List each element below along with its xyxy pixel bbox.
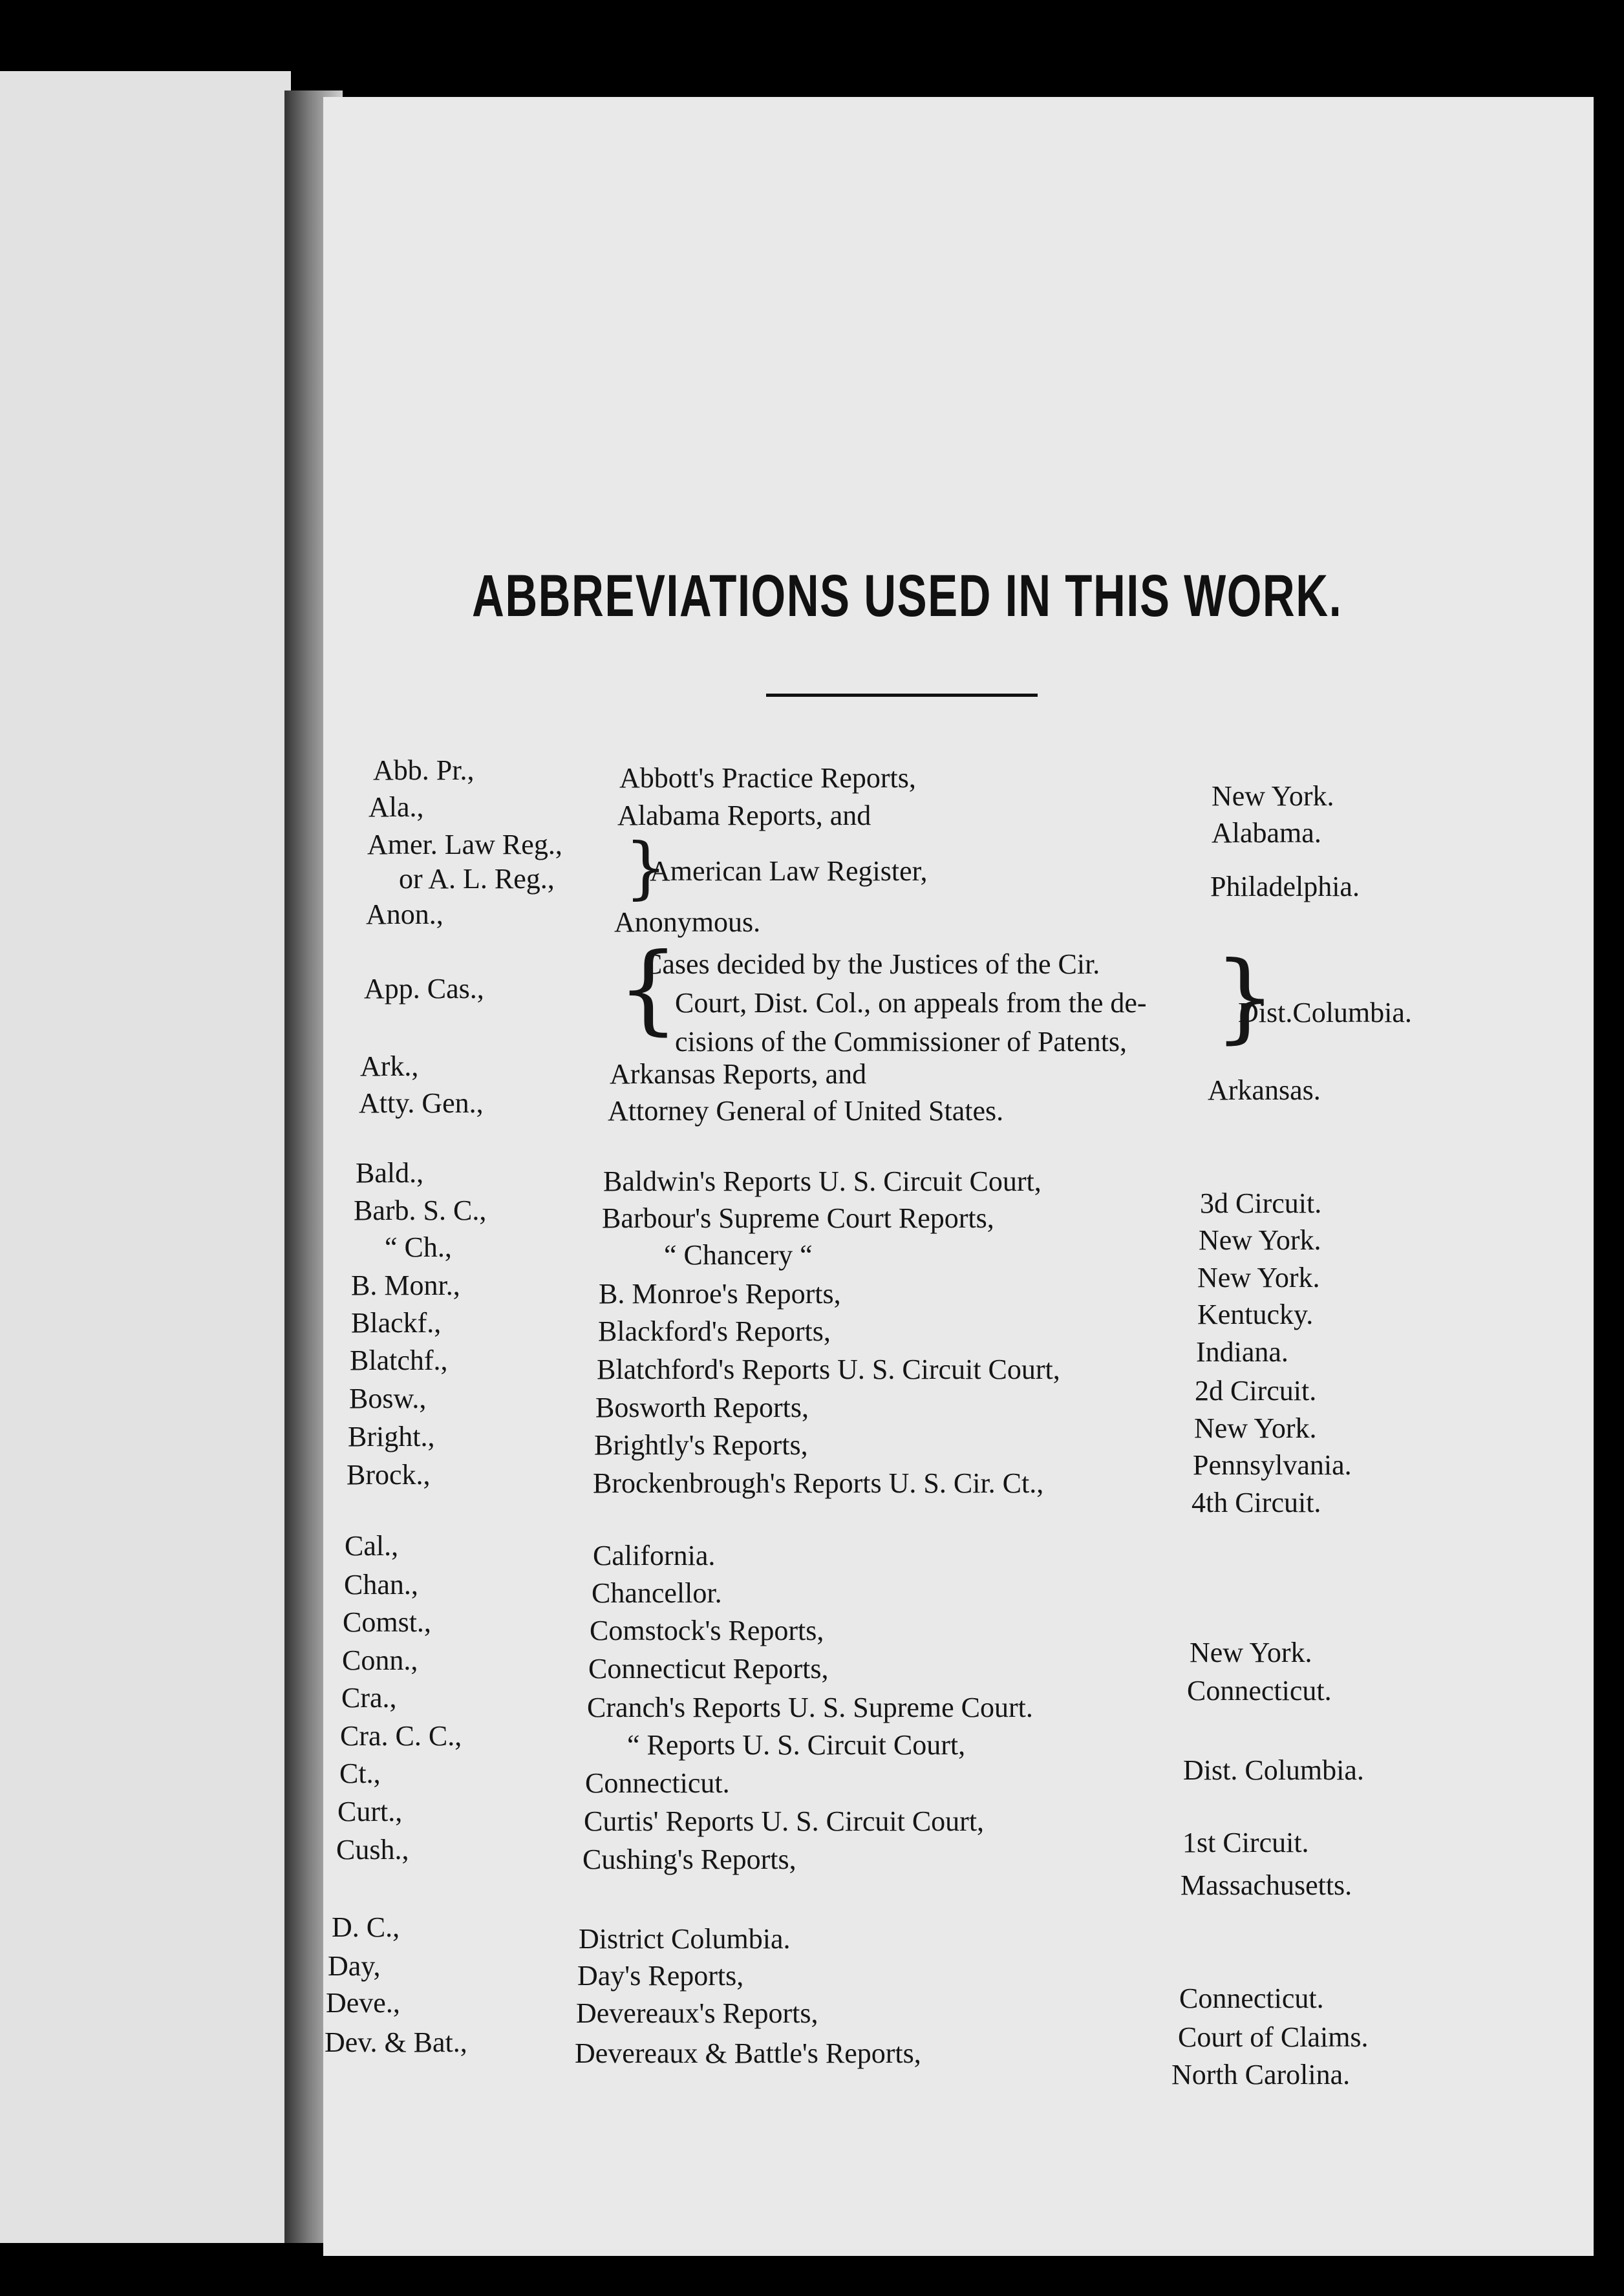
jurisdiction: 4th Circuit. (1191, 1487, 1321, 1518)
report-name: Alabama Reports, and (617, 800, 871, 831)
report-name: Cases decided by the Justices of the Cir. (643, 948, 1100, 980)
abbreviation: Deve., (326, 1987, 400, 2019)
abbreviation-line-2: or A. L. Reg., (399, 863, 555, 895)
abbreviation: Barb. S. C., (354, 1195, 487, 1226)
abbreviation: Cal., (345, 1530, 399, 1562)
jurisdiction: Massachusetts. (1181, 1869, 1352, 1901)
jurisdiction: Dist. Columbia. (1183, 1754, 1364, 1786)
jurisdiction: Arkansas. (1208, 1074, 1321, 1106)
report-name: Devereaux's Reports, (576, 1997, 818, 2029)
abbreviation: Conn., (342, 1644, 418, 1676)
jurisdiction: Kentucky. (1197, 1299, 1314, 1330)
jurisdiction: New York. (1197, 1262, 1320, 1293)
brace-right: } (1214, 941, 1276, 1054)
abbreviation: Day, (328, 1950, 381, 1982)
report-name: Attorney General of United States. (608, 1095, 1004, 1127)
report-name: Barbour's Supreme Court Reports, (602, 1202, 994, 1234)
report-name: Blackford's Reports, (598, 1315, 831, 1347)
jurisdiction: New York. (1199, 1224, 1321, 1256)
jurisdiction: New York. (1194, 1412, 1317, 1444)
jurisdiction: Connecticut. (1187, 1675, 1332, 1706)
report-name: Connecticut Reports, (588, 1653, 829, 1685)
abbreviation: Cra. C. C., (340, 1720, 462, 1752)
abbreviation: Comst., (343, 1606, 431, 1638)
jurisdiction: 1st Circuit. (1182, 1827, 1309, 1858)
report-name: California. (593, 1540, 716, 1571)
report-name: “ Reports U. S. Circuit Court, (627, 1729, 966, 1761)
abbreviation: App. Cas., (364, 973, 484, 1004)
jurisdiction: Connecticut. (1179, 1982, 1324, 2014)
abbreviation: Atty. Gen., (359, 1087, 484, 1119)
report-name: Cranch's Reports U. S. Supreme Court. (587, 1692, 1033, 1723)
abbreviation: Dev. & Bat., (325, 2026, 467, 2058)
jurisdiction: New York. (1190, 1637, 1312, 1668)
report-name: Chancellor. (592, 1577, 722, 1609)
report-name: Bosworth Reports, (595, 1392, 809, 1423)
report-name: Day's Reports, (577, 1960, 744, 1992)
report-name: Comstock's Reports, (590, 1615, 824, 1646)
abbreviation: Bosw., (349, 1383, 427, 1414)
jurisdiction: New York. (1212, 780, 1334, 812)
abbreviation: Cra., (341, 1682, 397, 1714)
report-name: B. Monroe's Reports, (599, 1278, 841, 1310)
page-title: ABBREVIATIONS USED IN THIS WORK. (472, 563, 1343, 629)
jurisdiction: Dist.Columbia. (1238, 997, 1412, 1028)
jurisdiction: North Carolina. (1171, 2059, 1351, 2090)
brace-left: { (617, 933, 679, 1045)
abbreviation: Bald., (356, 1157, 424, 1189)
abbreviation: Anon., (366, 898, 443, 930)
abbreviation: Ala., (369, 791, 424, 823)
report-name-line-2: Court, Dist. Col., on appeals from the de- (675, 987, 1147, 1019)
jurisdiction: 3d Circuit. (1200, 1187, 1322, 1219)
abbreviation: Blatchf., (350, 1345, 448, 1376)
abbreviation: Blackf., (351, 1307, 442, 1339)
abbreviation: Ct., (339, 1758, 381, 1789)
report-name: Abbott's Practice Reports, (619, 762, 916, 794)
abbreviation: Abb. Pr., (373, 754, 475, 786)
abbreviation: Chan., (344, 1569, 418, 1600)
report-name-line-3: cisions of the Commissioner of Patents, (675, 1026, 1127, 1058)
report-name: American Law Register, (650, 855, 928, 887)
abbreviation: Amer. Law Reg., (367, 829, 562, 860)
report-name: Anonymous. (614, 906, 761, 938)
jurisdiction: 2d Circuit. (1195, 1375, 1317, 1407)
report-name: “ Chancery “ (664, 1239, 813, 1271)
jurisdiction: Court of Claims. (1178, 2021, 1369, 2053)
report-name: Connecticut. (585, 1767, 730, 1799)
jurisdiction: Alabama. (1212, 817, 1321, 849)
report-name: Blatchford's Reports U. S. Circuit Court, (597, 1354, 1060, 1385)
abbreviation: Ark., (360, 1050, 419, 1082)
jurisdiction: Philadelphia. (1210, 871, 1360, 902)
jurisdiction: Pennsylvania. (1193, 1449, 1352, 1481)
abbreviation: Brock., (347, 1459, 431, 1491)
report-name: Devereaux & Battle's Reports, (575, 2037, 921, 2069)
report-name: Curtis' Reports U. S. Circuit Court, (584, 1805, 985, 1837)
jurisdiction: Indiana. (1196, 1336, 1288, 1368)
report-name: Brightly's Reports, (594, 1429, 808, 1461)
abbreviation: Cush., (336, 1834, 409, 1865)
report-name: Brockenbrough's Reports U. S. Cir. Ct., (593, 1467, 1044, 1499)
abbreviation: Curt., (337, 1796, 403, 1827)
abbreviation: Bright., (348, 1421, 435, 1452)
abbreviation: “ Ch., (385, 1231, 452, 1263)
abbreviation: D. C., (332, 1911, 400, 1943)
abbreviation: B. Monr., (351, 1270, 460, 1301)
report-name: Baldwin's Reports U. S. Circuit Court, (603, 1165, 1042, 1197)
report-name: Cushing's Reports, (582, 1844, 796, 1875)
report-name: Arkansas Reports, and (610, 1058, 867, 1090)
brace-left: } (625, 828, 668, 907)
report-name: District Columbia. (579, 1923, 791, 1955)
